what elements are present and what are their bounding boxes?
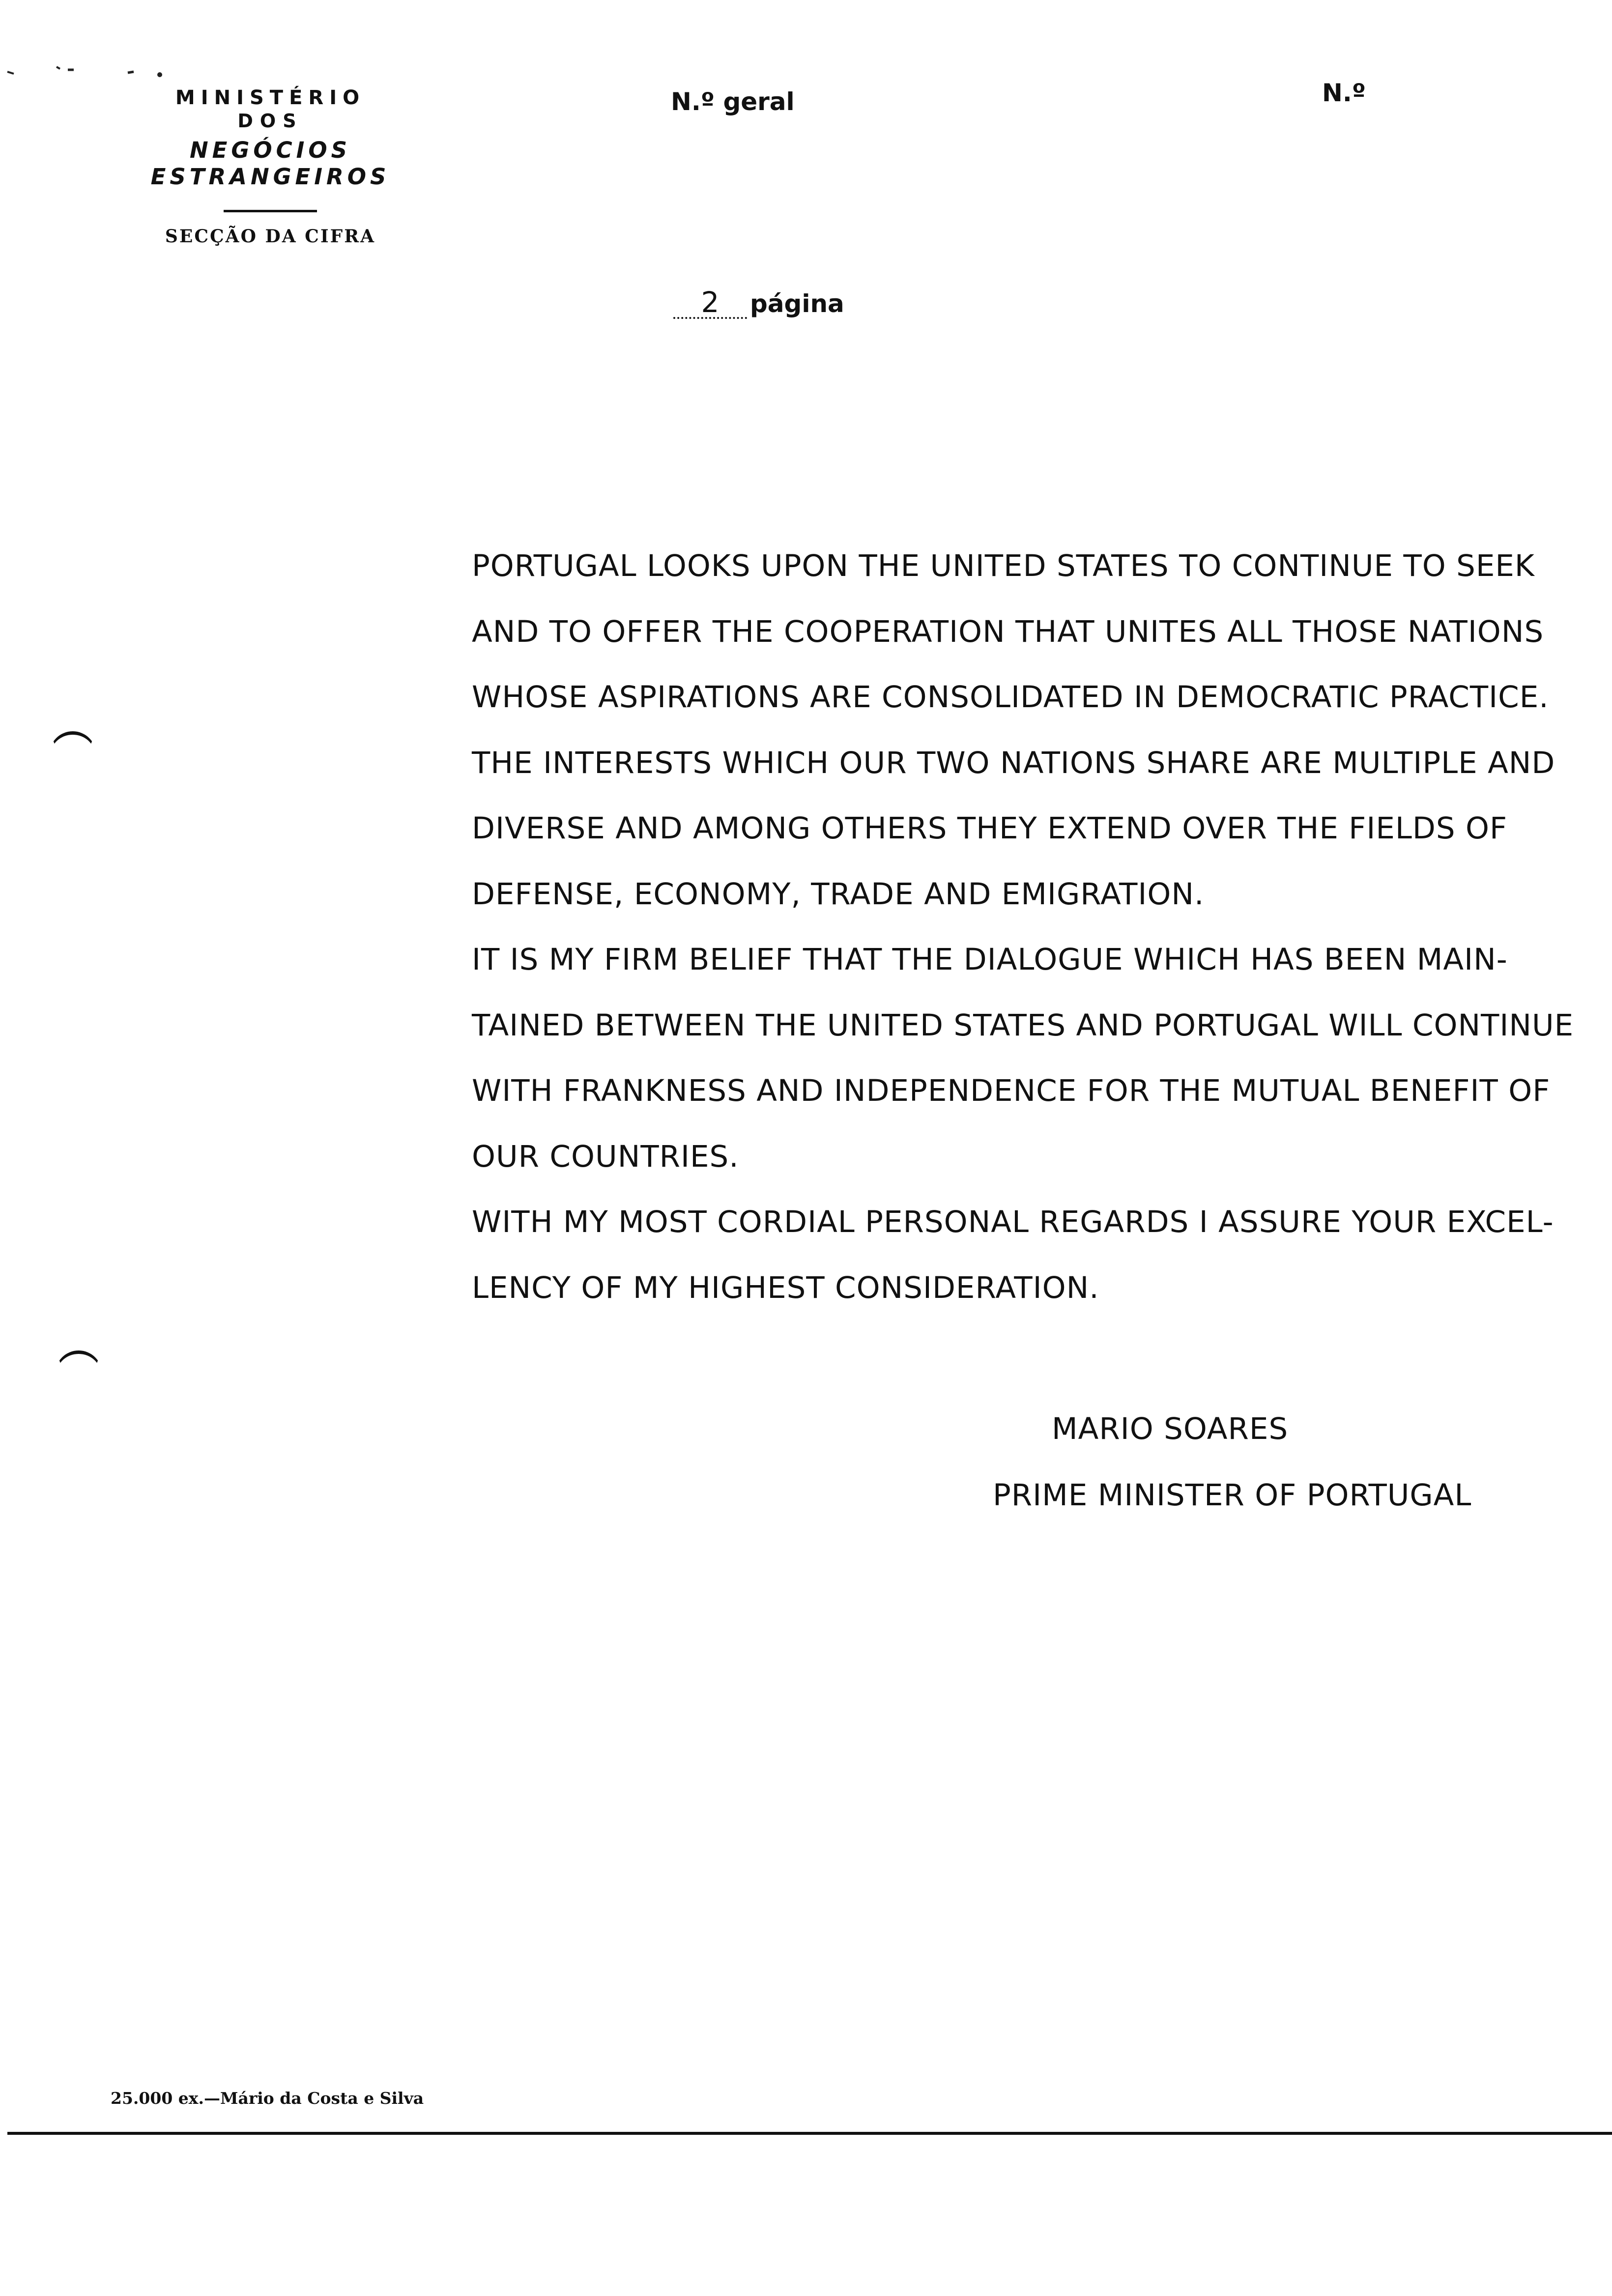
number-label: N.º: [1322, 79, 1366, 107]
letterhead-divider: [224, 210, 317, 212]
body-line: DEFENSE, ECONOMY, TRADE AND EMIGRATION.: [472, 876, 1205, 912]
body-line: WHOSE ASPIRATIONS ARE CONSOLIDATED IN DEMOCRATIC PRACTICE.: [472, 680, 1549, 715]
signature-block: [993, 1396, 1484, 1528]
body-line: WITH MY MOST CORDIAL PERSONAL REGARDS I ASSURE YOUR EXCEL-: [472, 1205, 1554, 1239]
ministry-letterhead: [79, 86, 462, 247]
punch-hole-mark: [55, 1350, 102, 1398]
page-label: página: [750, 289, 844, 318]
scan-marks: [5, 63, 162, 83]
letter-body: [472, 533, 1602, 1320]
body-line: IT IS MY FIRM BELIEF THAT THE DIALOGUE WHICH HAS BEEN MAIN-: [472, 942, 1508, 977]
body-line: LENCY OF MY HIGHEST CONSIDERATION.: [472, 1270, 1099, 1305]
footer-rule: [7, 2132, 1612, 2135]
signatory-title: PRIME MINISTER OF PORTUGAL: [993, 1478, 1472, 1513]
body-line: DIVERSE AND AMONG OTHERS THEY EXTEND OVER THE FIELDS OF: [472, 811, 1508, 846]
signatory-name: MARIO SOARES: [1052, 1411, 1289, 1446]
body-line: WITH FRANKNESS AND INDEPENDENCE FOR THE MUTUAL BENEFIT OF: [472, 1073, 1551, 1108]
ministry-name-line1: MINISTÉRIO: [175, 86, 366, 109]
printer-imprint: 25.000 ex.—Mário da Costa e Silva: [111, 2089, 424, 2108]
page-indicator: [673, 287, 844, 319]
ministry-name-line2: DOS: [237, 110, 303, 132]
general-number-label: N.º geral: [671, 87, 795, 116]
body-line: THE INTERESTS WHICH OUR TWO NATIONS SHARE ARE MULTIPLE AND: [472, 745, 1555, 780]
punch-hole-mark: [49, 731, 96, 779]
body-line: TAINED BETWEEN THE UNITED STATES AND PORTUGAL WILL CONTINUE: [472, 1007, 1574, 1043]
section-name: SECÇÃO DA CIFRA: [165, 226, 376, 247]
ministry-name-line3: NEGÓCIOS ESTRANGEIROS: [150, 137, 390, 190]
body-line: OUR COUNTRIES.: [472, 1139, 739, 1174]
body-line: AND TO OFFER THE COOPERATION THAT UNITES ALL THOSE NATIONS: [472, 614, 1544, 649]
body-line: PORTUGAL LOOKS UPON THE UNITED STATES TO CONTINUE TO SEEK: [472, 548, 1535, 583]
page-number: 2: [673, 287, 747, 319]
